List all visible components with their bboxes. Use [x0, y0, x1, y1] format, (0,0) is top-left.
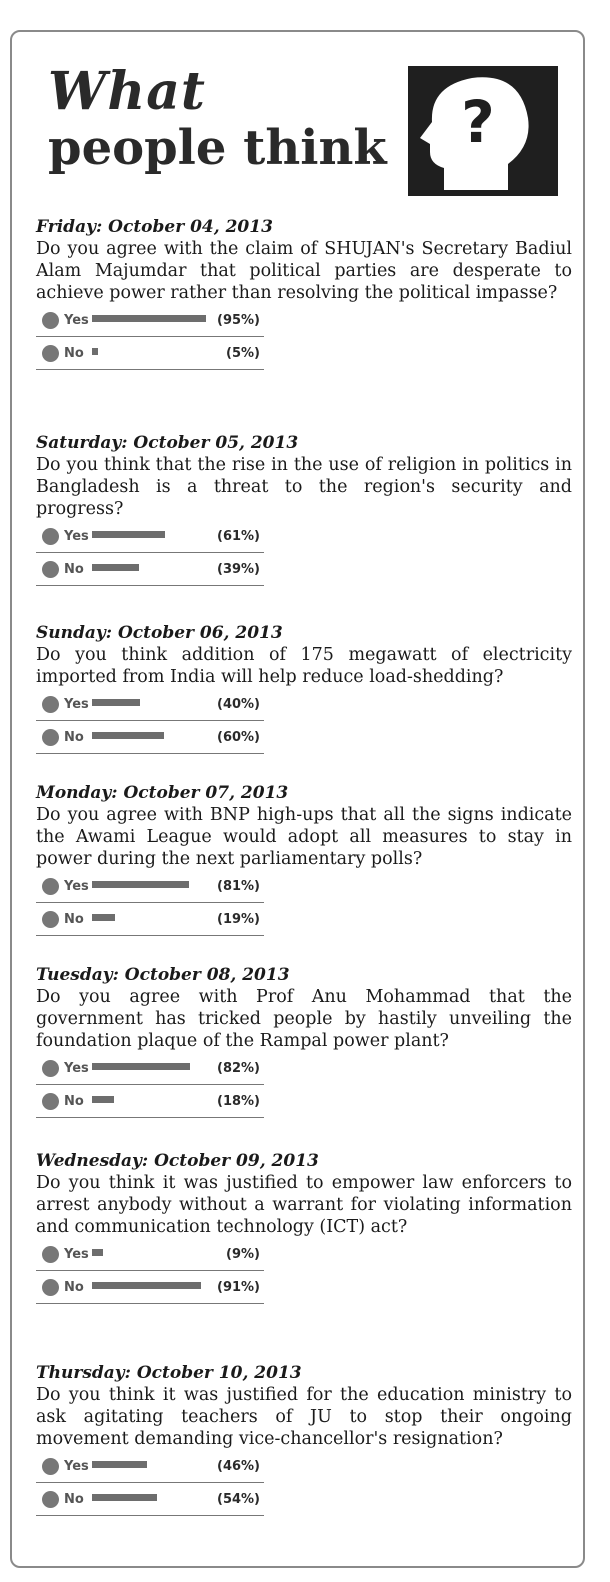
result-bar-fill — [92, 564, 139, 571]
option-label: Yes — [64, 1060, 89, 1076]
option-label: No — [64, 561, 84, 577]
poll-question: Do you think addition of 175 megawatt of electricity imported from India will help reduce load-shedding? — [36, 645, 572, 687]
poll-entry — [36, 1362, 572, 1516]
result-bar-fill — [92, 699, 140, 706]
poll-date: Monday: October 07, 2013 — [36, 783, 289, 803]
option-label: No — [64, 345, 84, 361]
option-percent: (18%) — [217, 1093, 260, 1109]
result-bar-fill — [92, 1282, 201, 1289]
result-bar-fill — [92, 1249, 103, 1256]
poll-entry — [36, 432, 572, 586]
poll-option-no[interactable] — [36, 553, 264, 586]
option-label: Yes — [64, 696, 89, 712]
result-bar-fill — [92, 1096, 114, 1103]
title-line-1: What — [48, 61, 206, 122]
option-percent: (95%) — [217, 312, 260, 328]
option-label: No — [64, 1093, 84, 1109]
radio-dot-icon[interactable] — [42, 561, 59, 578]
option-percent: (82%) — [217, 1060, 260, 1076]
poll-question: Do you agree with Prof Anu Mohammad that the government has tricked people by hastily unveiling the foundation plaque of the Rampal power plant? — [36, 987, 572, 1051]
option-percent: (19%) — [217, 911, 260, 927]
result-bar — [92, 881, 210, 891]
result-bar — [92, 914, 210, 924]
option-percent: (39%) — [217, 561, 260, 577]
result-bar — [92, 1063, 210, 1073]
option-percent: (61%) — [217, 528, 260, 544]
poll-option-yes[interactable] — [36, 688, 264, 721]
title-line-2: people think — [48, 120, 387, 176]
poll-date: Thursday: October 10, 2013 — [36, 1363, 302, 1383]
option-percent: (40%) — [217, 696, 260, 712]
svg-text:?: ? — [461, 88, 495, 156]
poll-date: Wednesday: October 09, 2013 — [36, 1151, 319, 1171]
result-bar — [92, 1494, 210, 1504]
poll-option-yes[interactable] — [36, 304, 264, 337]
poll-option-no[interactable] — [36, 721, 264, 754]
result-bar-fill — [92, 1461, 147, 1468]
poll-option-no[interactable] — [36, 337, 264, 370]
result-bar — [92, 1461, 210, 1471]
option-percent: (5%) — [226, 345, 260, 361]
option-label: Yes — [64, 1458, 89, 1474]
option-label: Yes — [64, 1246, 89, 1262]
option-label: No — [64, 1279, 84, 1295]
poll-question: Do you think it was justified for the education ministry to ask agitating teachers of JU to stop their ongoing movement demanding vice-chancellor's resignation? — [36, 1385, 572, 1449]
radio-dot-icon[interactable] — [42, 1246, 59, 1263]
poll-question: Do you think that the rise in the use of religion in politics in Bangladesh is a threat to the region's security and progress? — [36, 455, 572, 519]
poll-entry — [36, 622, 572, 754]
radio-dot-icon[interactable] — [42, 878, 59, 895]
poll-option-yes[interactable] — [36, 1052, 264, 1085]
poll-date: Friday: October 04, 2013 — [36, 217, 273, 237]
poll-option-no[interactable] — [36, 1271, 264, 1304]
option-label: Yes — [64, 878, 89, 894]
result-bar — [92, 348, 210, 358]
result-bar-fill — [92, 881, 189, 888]
option-percent: (91%) — [217, 1279, 260, 1295]
poll-date: Saturday: October 05, 2013 — [36, 433, 299, 453]
radio-dot-icon[interactable] — [42, 528, 59, 545]
poll-question: Do you think it was justified to empower law enforcers to arrest anybody without a warrant for violating information and communication technology (ICT) act? — [36, 1173, 572, 1237]
poll-date: Sunday: October 06, 2013 — [36, 623, 283, 643]
poll-entry — [36, 1150, 572, 1304]
page-title — [48, 61, 387, 176]
result-bar — [92, 1096, 210, 1106]
result-bar-fill — [92, 531, 165, 538]
poll-option-yes[interactable] — [36, 1238, 264, 1271]
option-percent: (60%) — [217, 729, 260, 745]
radio-dot-icon[interactable] — [42, 312, 59, 329]
result-bar-fill — [92, 1063, 190, 1070]
option-percent: (81%) — [217, 878, 260, 894]
radio-dot-icon[interactable] — [42, 696, 59, 713]
option-percent: (46%) — [217, 1458, 260, 1474]
result-bar — [92, 1249, 210, 1259]
option-percent: (9%) — [226, 1246, 260, 1262]
poll-option-yes[interactable] — [36, 520, 264, 553]
radio-dot-icon[interactable] — [42, 911, 59, 928]
poll-option-no[interactable] — [36, 1483, 264, 1516]
radio-dot-icon[interactable] — [42, 1458, 59, 1475]
poll-question: Do you agree with BNP high-ups that all the signs indicate the Awami League would adopt all measures to stay in power during the next parliamentary polls? — [36, 805, 572, 869]
result-bar — [92, 564, 210, 574]
result-bar — [92, 1282, 210, 1292]
radio-dot-icon[interactable] — [42, 1060, 59, 1077]
radio-dot-icon[interactable] — [42, 345, 59, 362]
poll-date: Tuesday: October 08, 2013 — [36, 965, 290, 985]
result-bar-fill — [92, 315, 206, 322]
radio-dot-icon[interactable] — [42, 1491, 59, 1508]
head-question-icon — [408, 66, 558, 196]
result-bar — [92, 699, 210, 709]
result-bar-fill — [92, 1494, 157, 1501]
radio-dot-icon[interactable] — [42, 1279, 59, 1296]
radio-dot-icon[interactable] — [42, 729, 59, 746]
option-percent: (54%) — [217, 1491, 260, 1507]
poll-question: Do you agree with the claim of SHUJAN's Secretary Badiul Alam Majumdar that political parties are desperate to achieve power rather than resolving the political impasse? — [36, 239, 572, 303]
result-bar — [92, 531, 210, 541]
poll-option-yes[interactable] — [36, 870, 264, 903]
poll-entry — [36, 216, 572, 370]
option-label: Yes — [64, 312, 89, 328]
poll-option-yes[interactable] — [36, 1450, 264, 1483]
option-label: No — [64, 1491, 84, 1507]
poll-entry — [36, 782, 572, 936]
result-bar — [92, 732, 210, 742]
option-label: No — [64, 911, 84, 927]
option-label: Yes — [64, 528, 89, 544]
result-bar-fill — [92, 348, 98, 355]
result-bar-fill — [92, 914, 115, 921]
radio-dot-icon[interactable] — [42, 1093, 59, 1110]
option-label: No — [64, 729, 84, 745]
result-bar-fill — [92, 732, 164, 739]
poll-option-no[interactable] — [36, 903, 264, 936]
result-bar — [92, 315, 210, 325]
poll-entry — [36, 964, 572, 1118]
poll-option-no[interactable] — [36, 1085, 264, 1118]
